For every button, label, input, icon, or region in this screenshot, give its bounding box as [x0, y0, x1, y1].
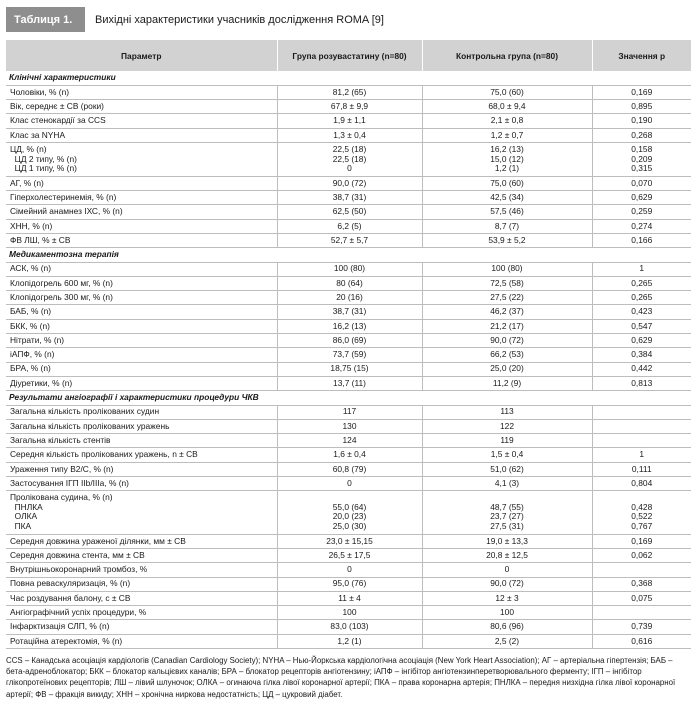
- p-value-cell: 0,547: [592, 319, 691, 333]
- parameter-cell: Застосування ІГП IIb/IIIa, % (n): [6, 477, 277, 491]
- p-value-cell: 0,075: [592, 591, 691, 605]
- control-value-cell: 2,1 ± 0,8: [422, 114, 592, 128]
- section-header-row: [6, 71, 691, 85]
- control-value-cell: 21,2 (17): [422, 319, 592, 333]
- rosuvastatin-value-cell: 1,6 ± 0,4: [277, 448, 422, 462]
- p-value-cell: [592, 419, 691, 433]
- table-row: [6, 448, 691, 462]
- control-value-cell: 72,5 (58): [422, 276, 592, 290]
- control-value-cell: 1,2 ± 0,7: [422, 128, 592, 142]
- table-row: [6, 548, 691, 562]
- rosuvastatin-value-cell: 130: [277, 419, 422, 433]
- rosuvastatin-value-cell: 16,2 (13): [277, 319, 422, 333]
- control-value-cell: 27,5 (22): [422, 291, 592, 305]
- rosuvastatin-value-cell: 38,7 (31): [277, 305, 422, 319]
- control-value-cell: 75,0 (60): [422, 85, 592, 99]
- p-value-cell: 0,062: [592, 548, 691, 562]
- rosuvastatin-value-cell: 1,3 ± 0,4: [277, 128, 422, 142]
- table-row: [6, 376, 691, 390]
- control-value-cell: 25,0 (20): [422, 362, 592, 376]
- table-row: [6, 563, 691, 577]
- table-row: [6, 434, 691, 448]
- rosuvastatin-value-cell: 95,0 (76): [277, 577, 422, 591]
- table-row: [6, 276, 691, 290]
- table-row: [6, 419, 691, 433]
- p-value-cell: 0,895: [592, 100, 691, 114]
- control-value-cell: 48,7 (55) 23,7 (27) 27,5 (31): [422, 491, 592, 534]
- control-value-cell: 11,2 (9): [422, 376, 592, 390]
- parameter-cell: Загальна кількість стентів: [6, 434, 277, 448]
- rosuvastatin-value-cell: 22,5 (18) 22,5 (18) 0: [277, 142, 422, 176]
- rosuvastatin-value-cell: 62,5 (50): [277, 205, 422, 219]
- rosuvastatin-value-cell: 100: [277, 606, 422, 620]
- p-value-cell: 0,739: [592, 620, 691, 634]
- control-value-cell: 80,6 (96): [422, 620, 592, 634]
- rosuvastatin-value-cell: 80 (64): [277, 276, 422, 290]
- control-value-cell: 119: [422, 434, 592, 448]
- rosuvastatin-value-cell: 83,0 (103): [277, 620, 422, 634]
- parameter-cell: Ротаційна атеректомія, % (n): [6, 634, 277, 648]
- section-title: Клінічні характеристики: [6, 71, 691, 85]
- parameter-cell: Сімейний анамнез ІХС, % (n): [6, 205, 277, 219]
- section-header-row: [6, 391, 691, 405]
- control-value-cell: 19,0 ± 13,3: [422, 534, 592, 548]
- parameter-cell: Клас стенокардії за CCS: [6, 114, 277, 128]
- table-row: [6, 362, 691, 376]
- parameter-cell: Гіперхолестеринемія, % (n): [6, 191, 277, 205]
- table-footnote: CCS – Канадська асоціація кардіологів (Canadian Cardiology Society); NYHA – Нью-Йоркська кардіологічна асоціація (New York Heart Association); АГ – артеріальна гіпертензія; БАБ –бета-адреноблокатор; БКК – блокатор кальцієвих каналів; БРА – блокатор рецепторів ангіотензину; іАПФ – інгібітор ангіотензинперетворювального ферменту; ІГП – інгібітор глікопротеїнових рецепторів; ЛШ – лівий шлуночок; ОЛКА – огинаюча гілка лівої коронарної артерії; ПКА – права коронарна артерія; ПНЛКА – передня низхідна гілка лівої коронарної артерії; ФВ – фракція викиду; ХНН – хронічна ниркова недостатність; ЦД – цукровий діабет.: [6, 656, 676, 699]
- parameter-cell: Середня кількість пролікованих уражень, n ± СВ: [6, 448, 277, 462]
- control-value-cell: 51,0 (62): [422, 462, 592, 476]
- control-value-cell: 42,5 (34): [422, 191, 592, 205]
- parameter-cell: Середня довжина ураженої ділянки, мм ± СВ: [6, 534, 277, 548]
- table-row: [6, 233, 691, 247]
- rosuvastatin-value-cell: 13,7 (11): [277, 376, 422, 390]
- p-value-cell: 0,804: [592, 477, 691, 491]
- parameter-cell: Пролікована судина, % (n) ПНЛКА ОЛКА ПКА: [6, 491, 277, 534]
- parameter-cell: АГ, % (n): [6, 176, 277, 190]
- rosuvastatin-value-cell: 26,5 ± 17,5: [277, 548, 422, 562]
- table-row: [6, 634, 691, 648]
- parameter-cell: Інфарктизація СЛП, % (n): [6, 620, 277, 634]
- table-row: [6, 305, 691, 319]
- rosuvastatin-value-cell: 86,0 (69): [277, 334, 422, 348]
- parameter-cell: Загальна кількість пролікованих судин: [6, 405, 277, 419]
- parameter-cell: Вік, середнє ± СВ (роки): [6, 100, 277, 114]
- p-value-cell: 0,442: [592, 362, 691, 376]
- section-header-row: [6, 248, 691, 262]
- p-value-cell: 0,265: [592, 291, 691, 305]
- table-row: [6, 577, 691, 591]
- rosuvastatin-value-cell: 117: [277, 405, 422, 419]
- table-row: [6, 114, 691, 128]
- parameter-cell: ХНН, % (n): [6, 219, 277, 233]
- control-value-cell: 100: [422, 606, 592, 620]
- rosuvastatin-value-cell: 55,0 (64) 20,0 (23) 25,0 (30): [277, 491, 422, 534]
- table-row: [6, 262, 691, 276]
- parameter-cell: АСК, % (n): [6, 262, 277, 276]
- table-row: [6, 405, 691, 419]
- header-parameter: Параметр: [6, 40, 277, 71]
- rosuvastatin-value-cell: 67,8 ± 9,9: [277, 100, 422, 114]
- control-value-cell: 46,2 (37): [422, 305, 592, 319]
- p-value-cell: 0,158 0,209 0,315: [592, 142, 691, 176]
- table-row: [6, 219, 691, 233]
- p-value-cell: [592, 563, 691, 577]
- control-value-cell: 57,5 (46): [422, 205, 592, 219]
- rosuvastatin-value-cell: 60,8 (79): [277, 462, 422, 476]
- p-value-cell: 0,268: [592, 128, 691, 142]
- p-value-cell: 0,166: [592, 233, 691, 247]
- control-value-cell: 68,0 ± 9,4: [422, 100, 592, 114]
- table-row: [6, 205, 691, 219]
- parameter-cell: БКК, % (n): [6, 319, 277, 333]
- control-value-cell: 90,0 (72): [422, 577, 592, 591]
- p-value-cell: 1: [592, 448, 691, 462]
- control-value-cell: 122: [422, 419, 592, 433]
- header-rosuvastatin-group: Група розувастатину (n=80): [277, 40, 422, 71]
- table-row: [6, 348, 691, 362]
- table-row: [6, 591, 691, 605]
- table-row: [6, 191, 691, 205]
- table-row: [6, 534, 691, 548]
- p-value-cell: 0,274: [592, 219, 691, 233]
- p-value-cell: 0,169: [592, 534, 691, 548]
- parameter-cell: ФВ ЛШ, % ± СВ: [6, 233, 277, 247]
- table-number-badge: Таблиця 1.: [6, 7, 85, 32]
- p-value-cell: 0,111: [592, 462, 691, 476]
- rosuvastatin-value-cell: 0: [277, 563, 422, 577]
- parameter-cell: Ураження типу В2/С, % (n): [6, 462, 277, 476]
- control-value-cell: 66,2 (53): [422, 348, 592, 362]
- rosuvastatin-value-cell: 6,2 (5): [277, 219, 422, 233]
- table-row: [6, 291, 691, 305]
- table-row: [6, 620, 691, 634]
- table-body: [6, 71, 691, 649]
- parameter-cell: Середня довжина стента, мм ± СВ: [6, 548, 277, 562]
- control-value-cell: 90,0 (72): [422, 334, 592, 348]
- p-value-cell: 0,368: [592, 577, 691, 591]
- control-value-cell: 53,9 ± 5,2: [422, 233, 592, 247]
- rosuvastatin-value-cell: 1,2 (1): [277, 634, 422, 648]
- p-value-cell: 0,169: [592, 85, 691, 99]
- rosuvastatin-value-cell: 18,75 (15): [277, 362, 422, 376]
- p-value-cell: [592, 405, 691, 419]
- p-value-cell: 0,070: [592, 176, 691, 190]
- rosuvastatin-value-cell: 11 ± 4: [277, 591, 422, 605]
- table-row: [6, 85, 691, 99]
- control-value-cell: 8,7 (7): [422, 219, 592, 233]
- table-row: [6, 128, 691, 142]
- rosuvastatin-value-cell: 100 (80): [277, 262, 422, 276]
- control-value-cell: 20,8 ± 12,5: [422, 548, 592, 562]
- table-caption: [6, 7, 691, 32]
- table-header-row: [6, 40, 691, 71]
- header-p-value: Значення р: [592, 40, 691, 71]
- table-row: [6, 491, 691, 534]
- table-row: [6, 100, 691, 114]
- p-value-cell: 0,423: [592, 305, 691, 319]
- table-row: [6, 334, 691, 348]
- table-row: [6, 462, 691, 476]
- control-value-cell: 113: [422, 405, 592, 419]
- control-value-cell: 2,5 (2): [422, 634, 592, 648]
- parameter-cell: Нітрати, % (n): [6, 334, 277, 348]
- section-title: Результати ангіографії і характеристики процедури ЧКВ: [6, 391, 691, 405]
- p-value-cell: 0,190: [592, 114, 691, 128]
- table-row: [6, 477, 691, 491]
- parameter-cell: Час роздування балону, с ± СВ: [6, 591, 277, 605]
- p-value-cell: 0,813: [592, 376, 691, 390]
- parameter-cell: Внутрішньокоронарний тромбоз, %: [6, 563, 277, 577]
- section-title: Медикаментозна терапія: [6, 248, 691, 262]
- parameter-cell: БРА, % (n): [6, 362, 277, 376]
- parameter-cell: БАБ, % (n): [6, 305, 277, 319]
- rosuvastatin-value-cell: 52,7 ± 5,7: [277, 233, 422, 247]
- parameter-cell: ЦД, % (n) ЦД 2 типу, % (n) ЦД 1 типу, % (n): [6, 142, 277, 176]
- table-row: [6, 176, 691, 190]
- control-value-cell: 75,0 (60): [422, 176, 592, 190]
- rosuvastatin-value-cell: 38,7 (31): [277, 191, 422, 205]
- parameter-cell: Діуретики, % (n): [6, 376, 277, 390]
- p-value-cell: [592, 434, 691, 448]
- rosuvastatin-value-cell: 20 (16): [277, 291, 422, 305]
- header-control-group: Контрольна група (n=80): [422, 40, 592, 71]
- control-value-cell: 0: [422, 563, 592, 577]
- rosuvastatin-value-cell: 1,9 ± 1,1: [277, 114, 422, 128]
- control-value-cell: 4,1 (3): [422, 477, 592, 491]
- p-value-cell: 0,616: [592, 634, 691, 648]
- p-value-cell: 1: [592, 262, 691, 276]
- table-row: [6, 142, 691, 176]
- control-value-cell: 1,5 ± 0,4: [422, 448, 592, 462]
- p-value-cell: 0,384: [592, 348, 691, 362]
- control-value-cell: 12 ± 3: [422, 591, 592, 605]
- parameter-cell: іАПФ, % (n): [6, 348, 277, 362]
- rosuvastatin-value-cell: 73,7 (59): [277, 348, 422, 362]
- baseline-characteristics-table: [6, 40, 691, 649]
- p-value-cell: 0,265: [592, 276, 691, 290]
- p-value-cell: 0,629: [592, 191, 691, 205]
- rosuvastatin-value-cell: 81,2 (65): [277, 85, 422, 99]
- parameter-cell: Повна реваскуляризація, % (n): [6, 577, 277, 591]
- table-row: [6, 319, 691, 333]
- parameter-cell: Клас за NYHA: [6, 128, 277, 142]
- rosuvastatin-value-cell: 0: [277, 477, 422, 491]
- p-value-cell: 0,629: [592, 334, 691, 348]
- table-title: Вихідні характеристики учасників дослідження ROMA [9]: [95, 13, 384, 26]
- rosuvastatin-value-cell: 124: [277, 434, 422, 448]
- p-value-cell: 0,428 0,522 0,767: [592, 491, 691, 534]
- parameter-cell: Клопідогрель 300 мг, % (n): [6, 291, 277, 305]
- control-value-cell: 16,2 (13) 15,0 (12) 1,2 (1): [422, 142, 592, 176]
- rosuvastatin-value-cell: 23,0 ± 15,15: [277, 534, 422, 548]
- parameter-cell: Ангіографічний успіх процедури, %: [6, 606, 277, 620]
- p-value-cell: 0,259: [592, 205, 691, 219]
- rosuvastatin-value-cell: 90,0 (72): [277, 176, 422, 190]
- p-value-cell: [592, 606, 691, 620]
- parameter-cell: Чоловіки, % (n): [6, 85, 277, 99]
- control-value-cell: 100 (80): [422, 262, 592, 276]
- parameter-cell: Загальна кількість пролікованих уражень: [6, 419, 277, 433]
- table-row: [6, 606, 691, 620]
- parameter-cell: Клопідогрель 600 мг, % (n): [6, 276, 277, 290]
